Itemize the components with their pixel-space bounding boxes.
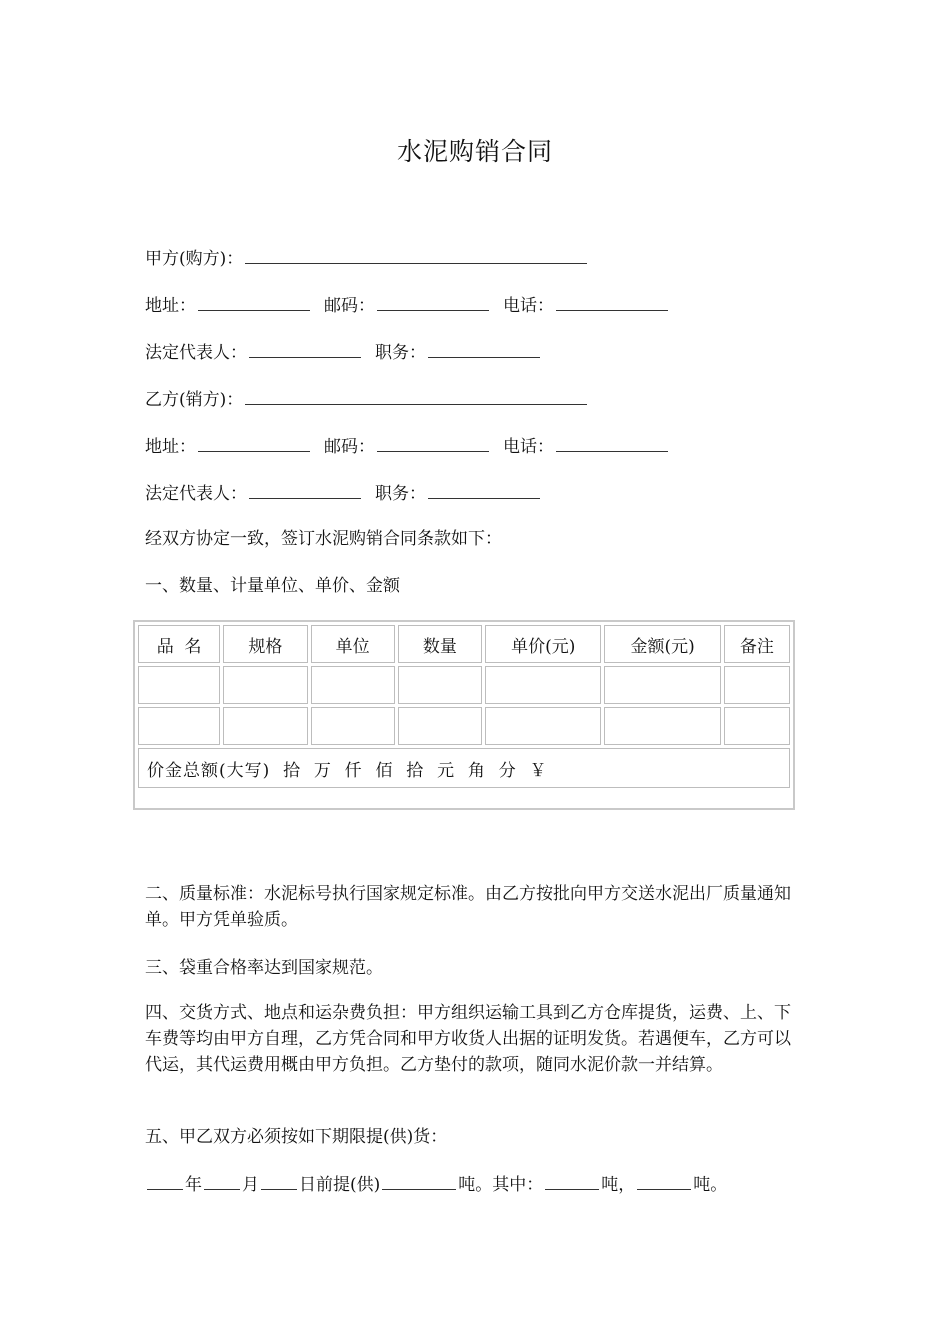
- party-b-position-blank[interactable]: [428, 480, 540, 499]
- header-spec: 规格: [223, 625, 307, 663]
- party-b-line: [145, 386, 589, 412]
- party-a-postcode-blank[interactable]: [377, 292, 489, 311]
- party-b-address-line: [145, 433, 670, 459]
- table-cell[interactable]: [223, 666, 307, 704]
- party-a-rep-line: [145, 339, 542, 365]
- table-cell[interactable]: [398, 707, 482, 745]
- party-a-postcode-label: 邮码：: [324, 296, 375, 316]
- party-a-phone-label: 电话：: [503, 296, 554, 316]
- header-amount: 金额(元): [604, 625, 720, 663]
- section2-text: 二、质量标准：水泥标号执行国家规定标准。由乙方按批向甲方交送水泥出厂质量通知单。甲方凭单验质。: [145, 884, 791, 930]
- table-cell[interactable]: [724, 707, 790, 745]
- month-label: 月: [242, 1175, 259, 1195]
- document-title: 水泥购销合同: [396, 137, 553, 166]
- month-blank[interactable]: [204, 1171, 240, 1190]
- delivery-line: [145, 1171, 727, 1197]
- ton2-label: 吨，: [601, 1175, 636, 1195]
- party-b-phone-label: 电话：: [503, 437, 554, 457]
- total-amount-cell[interactable]: 价金总额(大写) 拾 万 仟 佰 拾 元 角 分 ￥: [138, 748, 790, 788]
- section5-text: 五、甲乙双方必须按如下期限提(供)货：: [145, 1127, 448, 1147]
- header-unit-price: 单价(元): [485, 625, 601, 663]
- section3-text: 三、袋重合格率达到国家规范。: [145, 958, 383, 978]
- party-a-name-blank[interactable]: [245, 245, 587, 264]
- table-cell[interactable]: [604, 666, 720, 704]
- ton3-label: 吨。: [693, 1175, 728, 1195]
- party-b-legal-rep-blank[interactable]: [249, 480, 361, 499]
- party-b-address-blank[interactable]: [198, 433, 310, 452]
- year-label: 年: [185, 1175, 202, 1195]
- table-cell[interactable]: [138, 666, 220, 704]
- party-a-address-blank[interactable]: [198, 292, 310, 311]
- day-blank[interactable]: [261, 1171, 297, 1190]
- table-cell[interactable]: [223, 707, 307, 745]
- table-total-row: [138, 748, 790, 788]
- table-cell[interactable]: [311, 707, 395, 745]
- header-remarks: 备注: [724, 625, 790, 663]
- party-b-label: 乙方(销方)：: [145, 390, 244, 410]
- table-cell[interactable]: [604, 707, 720, 745]
- party-b-legal-rep-label: 法定代表人：: [145, 484, 247, 504]
- section4-text: 四、交货方式、地点和运杂费负担：甲方组织运输工具到乙方仓库提货，运费、上、下车费等均由甲方自理，乙方凭合同和甲方收货人出据的证明发货。若遇便车，乙方可以代运，其代运费用概由甲方负担。乙方垫付的款项，随同水泥价款一并结算。: [145, 1003, 791, 1075]
- party-a-line: [145, 245, 589, 271]
- party-a-legal-rep-label: 法定代表人：: [145, 343, 247, 363]
- party-a-phone-blank[interactable]: [556, 292, 668, 311]
- table-cell[interactable]: [485, 707, 601, 745]
- table-cell[interactable]: [138, 707, 220, 745]
- table-header-row: [138, 625, 790, 663]
- party-a-position-blank[interactable]: [428, 339, 540, 358]
- party-b-position-label: 职务：: [375, 484, 426, 504]
- ton1-label: 吨。其中：: [458, 1175, 544, 1195]
- party-a-address-line: [145, 292, 670, 318]
- header-quantity: 数量: [398, 625, 482, 663]
- party-b-address-label: 地址：: [145, 437, 196, 457]
- party-a-legal-rep-blank[interactable]: [249, 339, 361, 358]
- ton3-blank[interactable]: [637, 1171, 691, 1190]
- party-b-phone-blank[interactable]: [556, 433, 668, 452]
- party-a-address-label: 地址：: [145, 296, 196, 316]
- total-ton-blank[interactable]: [382, 1171, 456, 1190]
- day-label: 日前提(供): [299, 1175, 381, 1195]
- header-unit: 单位: [311, 625, 395, 663]
- table-cell[interactable]: [311, 666, 395, 704]
- table-cell[interactable]: [398, 666, 482, 704]
- table-row: [138, 707, 790, 745]
- party-b-name-blank[interactable]: [245, 386, 587, 405]
- year-blank[interactable]: [147, 1171, 183, 1190]
- header-product-name: 品 名: [138, 625, 220, 663]
- table-cell[interactable]: [724, 666, 790, 704]
- price-table: [133, 620, 795, 810]
- party-b-postcode-blank[interactable]: [377, 433, 489, 452]
- ton2-blank[interactable]: [545, 1171, 599, 1190]
- table-row: [138, 666, 790, 704]
- party-a-label: 甲方(购方)：: [145, 249, 244, 269]
- party-b-rep-line: [145, 480, 542, 506]
- table-cell[interactable]: [485, 666, 601, 704]
- party-a-position-label: 职务：: [375, 343, 426, 363]
- party-b-postcode-label: 邮码：: [324, 437, 375, 457]
- intro-text: 经双方协定一致，签订水泥购销合同条款如下：: [145, 529, 502, 549]
- section1-title: 一、数量、计量单位、单价、金额: [145, 576, 400, 596]
